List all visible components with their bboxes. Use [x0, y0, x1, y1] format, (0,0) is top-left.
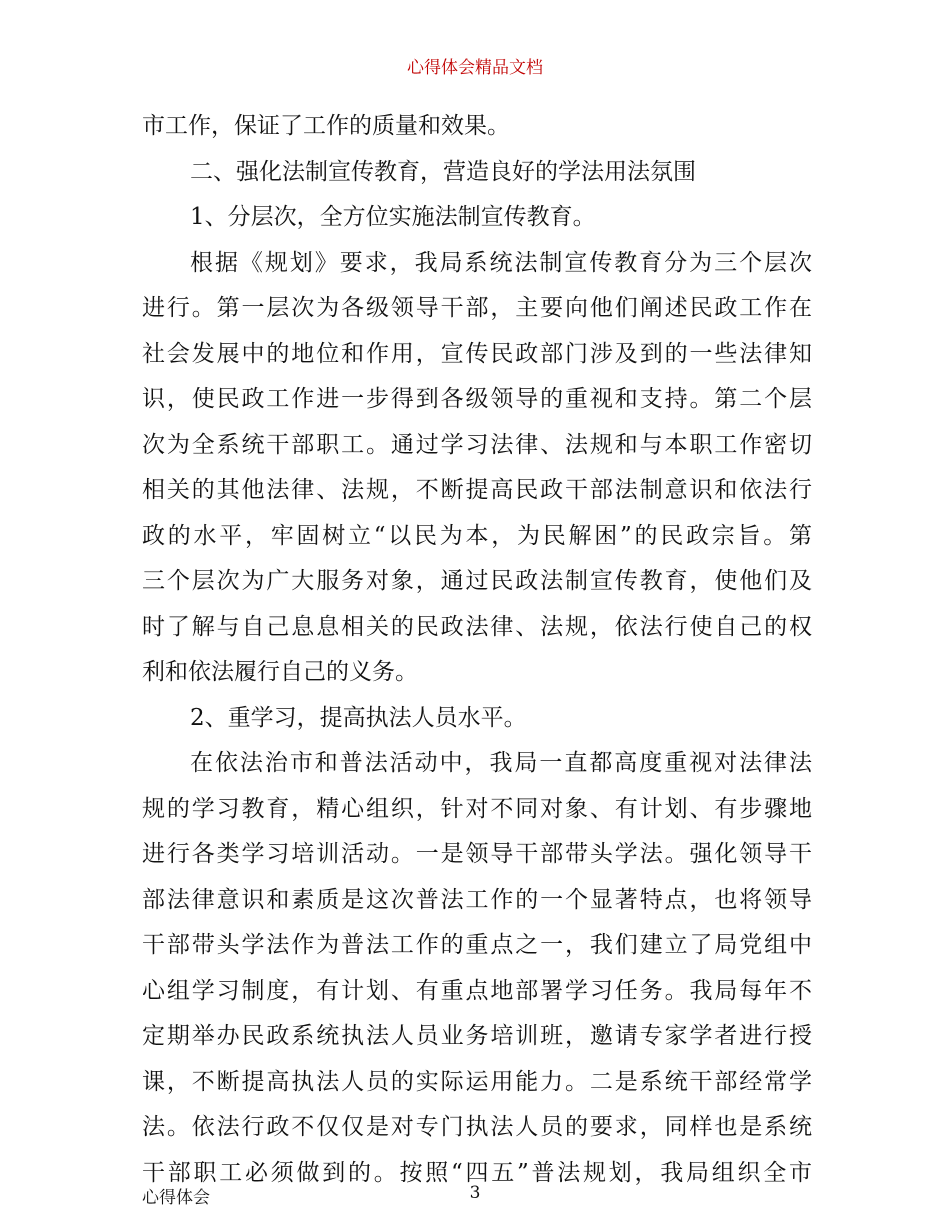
page-header: 心得体会精品文档 — [407, 58, 543, 78]
paragraph-line: 定期举办民政系统执法人员业务培训班，邀请专家学者进行授 — [142, 1023, 812, 1049]
paragraph-line: 三个层次为广大服务对象，通过民政法制宣传教育，使他们及 — [142, 568, 812, 594]
paragraph-line: 部法律意识和素质是这次普法工作的一个显著特点，也将领导 — [142, 886, 812, 913]
paragraph-line: 社会发展中的地位和作用，宣传民政部门涉及到的一些法律知 — [142, 340, 812, 367]
paragraph-line: 进行。第一层次为各级领导干部，主要向他们阐述民政工作在 — [142, 295, 812, 321]
paragraph-line: 法。依法行政不仅仅是对专门执法人员的要求，同样也是系统 — [142, 1114, 812, 1140]
paragraph-line: 根据《规划》要求，我局系统法制宣传教育分为三个层次 — [190, 249, 812, 276]
page-number: 3 — [469, 1183, 481, 1203]
subsection-heading: 2、重学习，提高执法人员水平。 — [190, 704, 527, 731]
section-heading: 二、强化法制宣传教育，营造良好的学法用法氛围 — [190, 158, 696, 185]
paragraph-line: 干部带头学法作为普法工作的重点之一，我们建立了局党组中 — [142, 932, 812, 958]
document-body — [142, 104, 812, 1196]
paragraph-line: 课，不断提高执法人员的实际运用能力。二是系统干部经常学 — [142, 1068, 812, 1095]
subsection-heading: 1、分层次，全方位实施法制宣传教育。 — [190, 204, 596, 230]
footer-label: 心得体会 — [142, 1188, 210, 1208]
paragraph-line: 干部职工必须做到的。按照“四五”普法规划，我局组织全市 — [142, 1159, 812, 1186]
paragraph-line: 进行各类学习培训活动。一是领导干部带头学法。强化领导干 — [142, 841, 812, 867]
paragraph-line: 识，使民政工作进一步得到各级领导的重视和支持。第二个层 — [142, 386, 812, 412]
paragraph-line: 利和依法履行自己的义务。 — [142, 659, 418, 685]
paragraph-line: 政的水平，牢固树立“以民为本，为民解困”的民政宗旨。第 — [142, 522, 812, 549]
paragraph-line: 时了解与自己息息相关的民政法律、法规，依法行使自己的权 — [142, 613, 812, 640]
paragraph-line: 相关的其他法律、法规，不断提高民政干部法制意识和依法行 — [142, 477, 812, 503]
paragraph-line: 在依法治市和普法活动中，我局一直都高度重视对法律法 — [190, 750, 812, 776]
paragraph-line: 规的学习教育，精心组织，针对不同对象、有计划、有步骤地 — [142, 795, 812, 822]
paragraph-line: 心组学习制度，有计划、有重点地部署学习任务。我局每年不 — [142, 977, 812, 1004]
paragraph-line: 次为全系统干部职工。通过学习法律、法规和与本职工作密切 — [142, 431, 812, 458]
paragraph-line: 市工作，保证了工作的质量和效果。 — [142, 113, 510, 139]
